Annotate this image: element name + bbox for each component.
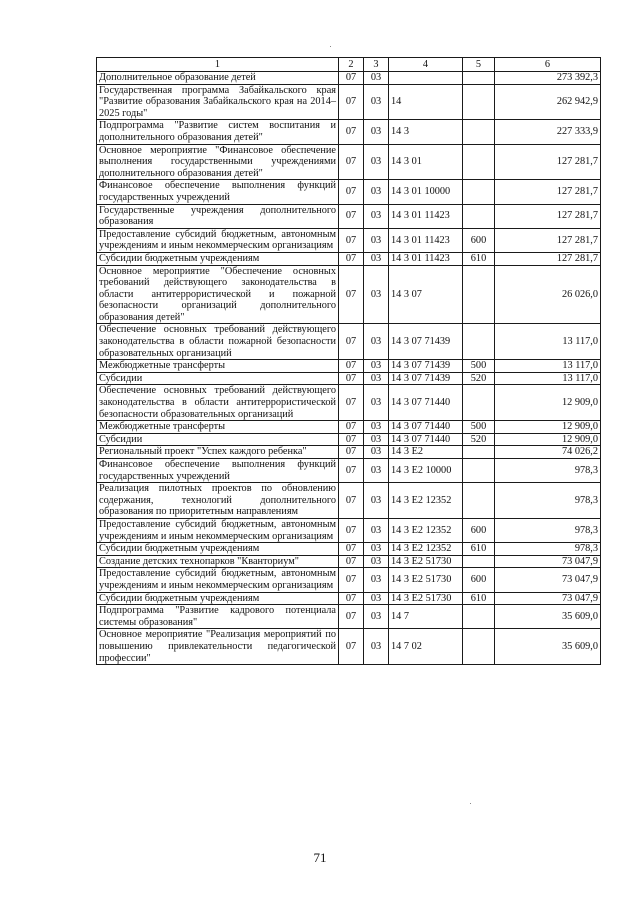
amount-cell: 13 117,0 bbox=[495, 324, 601, 360]
expense-type-cell bbox=[463, 120, 495, 144]
amount-cell: 127 281,7 bbox=[495, 144, 601, 180]
table-row bbox=[97, 518, 601, 542]
amount-cell: 127 281,7 bbox=[495, 252, 601, 265]
expense-type-cell bbox=[463, 265, 495, 324]
section-code-cell: 07 bbox=[339, 483, 364, 519]
column-header: 2 bbox=[339, 58, 364, 72]
row-name-cell: Подпрограмма "Развитие кадрового потенциала системы образования" bbox=[97, 605, 339, 629]
row-name-cell: Обеспечение основных требований действующего законодательства в области антитеррористической безопасности образовательных организаций bbox=[97, 385, 339, 421]
expense-type-cell: 520 bbox=[463, 433, 495, 446]
row-name-cell: Обеспечение основных требований действующего законодательства в области пожарной безопасности образовательных организаций bbox=[97, 324, 339, 360]
table-row bbox=[97, 252, 601, 265]
expense-type-cell bbox=[463, 324, 495, 360]
subsection-code-cell: 03 bbox=[364, 446, 389, 459]
section-code-cell: 07 bbox=[339, 265, 364, 324]
row-name-cell: Основное мероприятие "Финансовое обеспечение выполнения государственными учреждениями дополнительного образования детей" bbox=[97, 144, 339, 180]
row-name-cell: Создание детских технопарков "Кванториум" bbox=[97, 555, 339, 568]
subsection-code-cell: 03 bbox=[364, 360, 389, 373]
expense-type-cell bbox=[463, 605, 495, 629]
expense-type-cell: 600 bbox=[463, 228, 495, 252]
target-code-cell: 14 3 07 71439 bbox=[389, 324, 463, 360]
table-row bbox=[97, 360, 601, 373]
subsection-code-cell: 03 bbox=[364, 433, 389, 446]
expense-type-cell: 610 bbox=[463, 252, 495, 265]
expense-type-cell bbox=[463, 483, 495, 519]
section-code-cell: 07 bbox=[339, 555, 364, 568]
table-row bbox=[97, 605, 601, 629]
row-name-cell: Межбюджетные трансферты bbox=[97, 360, 339, 373]
table-row bbox=[97, 324, 601, 360]
column-header: 1 bbox=[97, 58, 339, 72]
target-code-cell: 14 7 bbox=[389, 605, 463, 629]
amount-cell: 12 909,0 bbox=[495, 385, 601, 421]
section-code-cell: 07 bbox=[339, 568, 364, 592]
row-name-cell: Предоставление субсидий бюджетным, автономным учреждениям и иным некоммерческим организациям bbox=[97, 518, 339, 542]
section-code-cell: 07 bbox=[339, 459, 364, 483]
amount-cell: 978,3 bbox=[495, 459, 601, 483]
table-row bbox=[97, 568, 601, 592]
subsection-code-cell: 03 bbox=[364, 180, 389, 204]
row-name-cell: Региональный проект "Успех каждого ребенка" bbox=[97, 446, 339, 459]
amount-cell: 978,3 bbox=[495, 543, 601, 556]
amount-cell: 73 047,9 bbox=[495, 592, 601, 605]
column-header: 3 bbox=[364, 58, 389, 72]
section-code-cell: 07 bbox=[339, 144, 364, 180]
row-name-cell: Государственная программа Забайкальского края "Развитие образования Забайкальского края на 2014–2025 годы" bbox=[97, 84, 339, 120]
expense-type-cell: 600 bbox=[463, 568, 495, 592]
scan-speck bbox=[470, 803, 471, 804]
amount-cell: 12 909,0 bbox=[495, 421, 601, 434]
expense-type-cell bbox=[463, 72, 495, 85]
table-row bbox=[97, 72, 601, 85]
target-code-cell: 14 3 01 11423 bbox=[389, 204, 463, 228]
section-code-cell: 07 bbox=[339, 228, 364, 252]
amount-cell: 35 609,0 bbox=[495, 629, 601, 665]
target-code-cell: 14 3 E2 12352 bbox=[389, 543, 463, 556]
section-code-cell: 07 bbox=[339, 324, 364, 360]
expense-type-cell: 520 bbox=[463, 372, 495, 385]
expense-type-cell: 610 bbox=[463, 543, 495, 556]
section-code-cell: 07 bbox=[339, 120, 364, 144]
expense-type-cell bbox=[463, 629, 495, 665]
section-code-cell: 07 bbox=[339, 421, 364, 434]
amount-cell: 13 117,0 bbox=[495, 372, 601, 385]
column-header: 4 bbox=[389, 58, 463, 72]
section-code-cell: 07 bbox=[339, 605, 364, 629]
table-row bbox=[97, 433, 601, 446]
section-code-cell: 07 bbox=[339, 84, 364, 120]
row-name-cell: Подпрограмма "Развитие систем воспитания и дополнительного образования детей" bbox=[97, 120, 339, 144]
amount-cell: 26 026,0 bbox=[495, 265, 601, 324]
amount-cell: 978,3 bbox=[495, 483, 601, 519]
section-code-cell: 07 bbox=[339, 204, 364, 228]
table-row bbox=[97, 592, 601, 605]
target-code-cell: 14 bbox=[389, 84, 463, 120]
amount-cell: 73 047,9 bbox=[495, 555, 601, 568]
table-row bbox=[97, 543, 601, 556]
table-row bbox=[97, 204, 601, 228]
table-body bbox=[97, 72, 601, 665]
expense-type-cell: 500 bbox=[463, 421, 495, 434]
table-row bbox=[97, 372, 601, 385]
subsection-code-cell: 03 bbox=[364, 568, 389, 592]
target-code-cell: 14 3 bbox=[389, 120, 463, 144]
target-code-cell: 14 3 07 71440 bbox=[389, 385, 463, 421]
expense-type-cell bbox=[463, 144, 495, 180]
subsection-code-cell: 03 bbox=[364, 324, 389, 360]
amount-cell: 227 333,9 bbox=[495, 120, 601, 144]
target-code-cell: 14 3 07 71440 bbox=[389, 421, 463, 434]
section-code-cell: 07 bbox=[339, 433, 364, 446]
expense-type-cell: 610 bbox=[463, 592, 495, 605]
section-code-cell: 07 bbox=[339, 372, 364, 385]
amount-cell: 35 609,0 bbox=[495, 605, 601, 629]
section-code-cell: 07 bbox=[339, 446, 364, 459]
target-code-cell: 14 3 07 71440 bbox=[389, 433, 463, 446]
table-header-row bbox=[97, 58, 601, 72]
amount-cell: 127 281,7 bbox=[495, 228, 601, 252]
expense-type-cell: 600 bbox=[463, 518, 495, 542]
table-row bbox=[97, 421, 601, 434]
target-code-cell: 14 3 E2 51730 bbox=[389, 568, 463, 592]
target-code-cell bbox=[389, 72, 463, 85]
section-code-cell: 07 bbox=[339, 385, 364, 421]
section-code-cell: 07 bbox=[339, 252, 364, 265]
subsection-code-cell: 03 bbox=[364, 204, 389, 228]
row-name-cell: Финансовое обеспечение выполнения функций государственных учреждений bbox=[97, 180, 339, 204]
row-name-cell: Государственные учреждения дополнительного образования bbox=[97, 204, 339, 228]
amount-cell: 262 942,9 bbox=[495, 84, 601, 120]
subsection-code-cell: 03 bbox=[364, 252, 389, 265]
table-row bbox=[97, 120, 601, 144]
subsection-code-cell: 03 bbox=[364, 421, 389, 434]
table-row bbox=[97, 555, 601, 568]
table-row bbox=[97, 483, 601, 519]
table-row bbox=[97, 385, 601, 421]
target-code-cell: 14 3 E2 10000 bbox=[389, 459, 463, 483]
row-name-cell: Основное мероприятие "Реализация мероприятий по повышению привлекательности педагогической профессии" bbox=[97, 629, 339, 665]
subsection-code-cell: 03 bbox=[364, 72, 389, 85]
amount-cell: 273 392,3 bbox=[495, 72, 601, 85]
subsection-code-cell: 03 bbox=[364, 592, 389, 605]
subsection-code-cell: 03 bbox=[364, 543, 389, 556]
subsection-code-cell: 03 bbox=[364, 605, 389, 629]
target-code-cell: 14 3 E2 bbox=[389, 446, 463, 459]
expense-type-cell bbox=[463, 180, 495, 204]
target-code-cell: 14 3 E2 51730 bbox=[389, 555, 463, 568]
section-code-cell: 07 bbox=[339, 629, 364, 665]
target-code-cell: 14 3 01 10000 bbox=[389, 180, 463, 204]
table-row bbox=[97, 446, 601, 459]
row-name-cell: Субсидии бюджетным учреждениям bbox=[97, 543, 339, 556]
amount-cell: 978,3 bbox=[495, 518, 601, 542]
subsection-code-cell: 03 bbox=[364, 555, 389, 568]
row-name-cell: Субсидии bbox=[97, 433, 339, 446]
subsection-code-cell: 03 bbox=[364, 459, 389, 483]
section-code-cell: 07 bbox=[339, 592, 364, 605]
subsection-code-cell: 03 bbox=[364, 483, 389, 519]
target-code-cell: 14 3 01 bbox=[389, 144, 463, 180]
subsection-code-cell: 03 bbox=[364, 84, 389, 120]
section-code-cell: 07 bbox=[339, 180, 364, 204]
expense-type-cell bbox=[463, 385, 495, 421]
table-row bbox=[97, 144, 601, 180]
expense-type-cell bbox=[463, 204, 495, 228]
subsection-code-cell: 03 bbox=[364, 629, 389, 665]
subsection-code-cell: 03 bbox=[364, 265, 389, 324]
expense-type-cell bbox=[463, 84, 495, 120]
expense-type-cell: 500 bbox=[463, 360, 495, 373]
amount-cell: 127 281,7 bbox=[495, 180, 601, 204]
column-header: 5 bbox=[463, 58, 495, 72]
target-code-cell: 14 3 07 bbox=[389, 265, 463, 324]
target-code-cell: 14 3 E2 12352 bbox=[389, 483, 463, 519]
row-name-cell: Дополнительное образование детей bbox=[97, 72, 339, 85]
subsection-code-cell: 03 bbox=[364, 228, 389, 252]
row-name-cell: Межбюджетные трансферты bbox=[97, 421, 339, 434]
table-row bbox=[97, 459, 601, 483]
row-name-cell: Субсидии бюджетным учреждениям bbox=[97, 252, 339, 265]
subsection-code-cell: 03 bbox=[364, 372, 389, 385]
subsection-code-cell: 03 bbox=[364, 518, 389, 542]
amount-cell: 12 909,0 bbox=[495, 433, 601, 446]
table-row bbox=[97, 180, 601, 204]
expense-type-cell bbox=[463, 555, 495, 568]
section-code-cell: 07 bbox=[339, 518, 364, 542]
row-name-cell: Предоставление субсидий бюджетным, автономным учреждениям и иным некоммерческим организациям bbox=[97, 228, 339, 252]
amount-cell: 73 047,9 bbox=[495, 568, 601, 592]
section-code-cell: 07 bbox=[339, 360, 364, 373]
subsection-code-cell: 03 bbox=[364, 120, 389, 144]
target-code-cell: 14 3 E2 51730 bbox=[389, 592, 463, 605]
row-name-cell: Финансовое обеспечение выполнения функций государственных учреждений bbox=[97, 459, 339, 483]
target-code-cell: 14 3 07 71439 bbox=[389, 372, 463, 385]
target-code-cell: 14 3 01 11423 bbox=[389, 252, 463, 265]
subsection-code-cell: 03 bbox=[364, 144, 389, 180]
table-row bbox=[97, 228, 601, 252]
target-code-cell: 14 3 01 11423 bbox=[389, 228, 463, 252]
target-code-cell: 14 3 E2 12352 bbox=[389, 518, 463, 542]
scan-speck bbox=[330, 46, 331, 47]
row-name-cell: Предоставление субсидий бюджетным, автономным учреждениям и иным некоммерческим организациям bbox=[97, 568, 339, 592]
section-code-cell: 07 bbox=[339, 72, 364, 85]
table-row bbox=[97, 265, 601, 324]
amount-cell: 13 117,0 bbox=[495, 360, 601, 373]
row-name-cell: Субсидии бюджетным учреждениям bbox=[97, 592, 339, 605]
amount-cell: 127 281,7 bbox=[495, 204, 601, 228]
table-row bbox=[97, 84, 601, 120]
row-name-cell: Реализация пилотных проектов по обновлению содержания, технологий дополнительного образования по приоритетным направлениям bbox=[97, 483, 339, 519]
page-number: 71 bbox=[313, 850, 327, 865]
column-header: 6 bbox=[495, 58, 601, 72]
target-code-cell: 14 3 07 71439 bbox=[389, 360, 463, 373]
subsection-code-cell: 03 bbox=[364, 385, 389, 421]
section-code-cell: 07 bbox=[339, 543, 364, 556]
row-name-cell: Субсидии bbox=[97, 372, 339, 385]
row-name-cell: Основное мероприятие "Обеспечение основных требований действующего законодательства в области антитеррористической и пожарной безопасности организаций дополнительного образования детей" bbox=[97, 265, 339, 324]
expense-type-cell bbox=[463, 459, 495, 483]
target-code-cell: 14 7 02 bbox=[389, 629, 463, 665]
table-row bbox=[97, 629, 601, 665]
amount-cell: 74 026,2 bbox=[495, 446, 601, 459]
expense-type-cell bbox=[463, 446, 495, 459]
budget-table bbox=[96, 57, 601, 665]
